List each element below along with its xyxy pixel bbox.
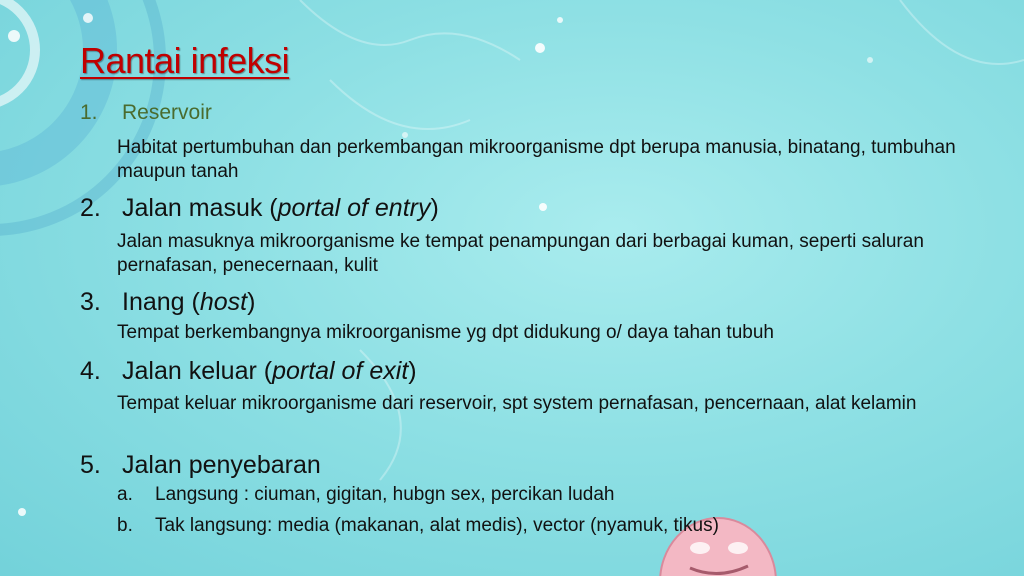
sub-list-item: [117, 484, 614, 506]
label-italic-text: host: [199, 288, 248, 316]
sub-list-text: Langsung : ciuman, gigitan, hubgn sex, percikan ludah: [155, 484, 615, 505]
list-item-transmission: [80, 451, 321, 480]
list-item-label: Jalan penyebaran: [122, 451, 321, 479]
label-italic-text: portal of entry: [277, 194, 431, 222]
list-item-label: [122, 288, 255, 316]
slide-title: Rantai infeksi: [80, 40, 290, 81]
list-item-portal-of-exit: [80, 357, 417, 386]
label-text: ): [430, 194, 439, 222]
sub-list-text: Tak langsung: media (makanan, alat medis), vector (nyamuk, tikus): [155, 515, 719, 536]
list-item-portal-of-entry: [80, 194, 439, 223]
list-number: 4.: [80, 357, 101, 385]
label-text: Jalan masuk (: [122, 194, 278, 222]
list-number: 5.: [80, 451, 101, 479]
list-number: 1.: [80, 101, 98, 124]
list-number: 3.: [80, 288, 101, 316]
list-item-description: Tempat keluar mikroorganisme dari reservoir, spt system pernafasan, pencernaan, alat kelamin: [117, 393, 917, 414]
list-item-reservoir: [80, 101, 212, 125]
list-item-label: Reservoir: [122, 101, 212, 124]
list-item-description: Jalan masuknya mikroorganisme ke tempat penampungan dari berbagai kuman, seperti saluran pernafasan, penecernaan, kulit: [117, 231, 924, 276]
list-item-label: [122, 357, 417, 385]
label-text: ): [247, 288, 256, 316]
label-text: ): [408, 357, 417, 385]
sub-list-letter: b.: [117, 515, 133, 536]
list-item-host: [80, 288, 255, 317]
label-text: Inang (: [122, 288, 200, 316]
label-text: Jalan keluar (: [122, 357, 273, 385]
label-italic-text: portal of exit: [272, 357, 409, 385]
list-number: 2.: [80, 194, 101, 222]
list-item-label: [122, 194, 439, 222]
sub-list-item: [117, 515, 719, 537]
list-item-description: Habitat pertumbuhan dan perkembangan mikroorganisme dpt berupa manusia, binatang, tumbuhan maupun tanah: [117, 137, 956, 182]
sub-list-letter: a.: [117, 484, 133, 505]
list-item-description: Tempat berkembangnya mikroorganisme yg dpt didukung o/ daya tahan tubuh: [117, 322, 774, 343]
